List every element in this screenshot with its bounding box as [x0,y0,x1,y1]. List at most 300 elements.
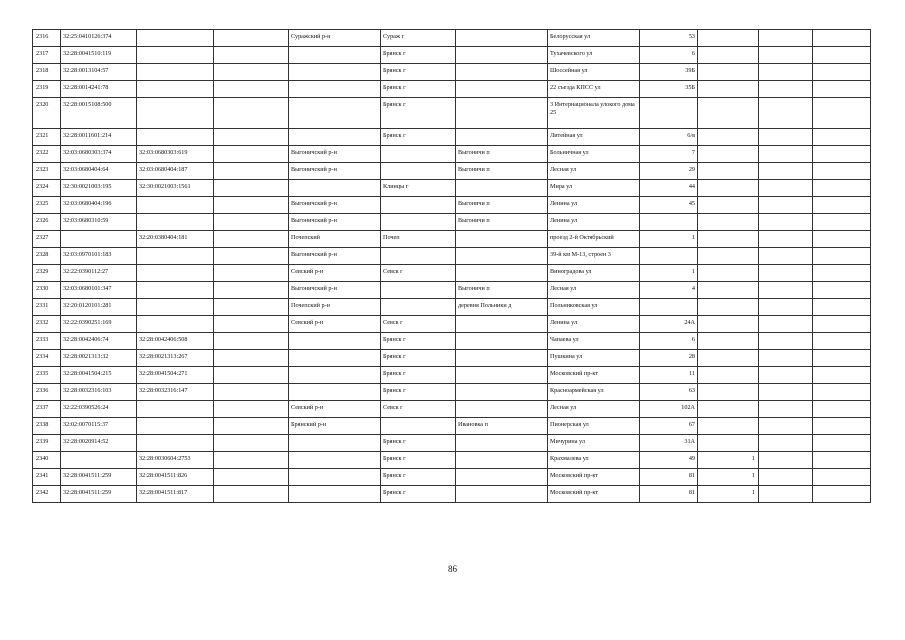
trailing-cell [813,146,871,163]
street-cell: Мичурина ул [548,435,640,452]
extra-cell [698,47,759,64]
settlement-cell: деревня Польники д [456,299,548,316]
blank-cell [214,248,289,265]
district-cell: Почепский р-н [289,299,381,316]
house-cell: 81 [640,486,698,503]
table-body [33,30,871,503]
cadastral-number-2: 32:28:0030604:2753 [137,452,214,469]
table-row [33,384,871,401]
trailing-cell [813,350,871,367]
house-cell: 28 [640,350,698,367]
extra-cell [698,384,759,401]
cadastral-number-2: 32:30:0021003:1561 [137,180,214,197]
district-cell [289,64,381,81]
cadastral-number [61,452,137,469]
settlement-cell: Выгоничи п [456,146,548,163]
extra-cell [698,367,759,384]
blank-cell [214,180,289,197]
city-cell: Брянск г [381,333,456,350]
district-cell: Почепский [289,231,381,248]
house-cell [640,214,698,231]
extra-cell [698,316,759,333]
city-cell: Брянск г [381,129,456,146]
street-cell: Московский пр-кт [548,469,640,486]
cadastral-number-2 [137,81,214,98]
extra-cell-2 [759,265,813,282]
settlement-cell [456,316,548,333]
settlement-cell [456,30,548,47]
city-cell [381,282,456,299]
blank-cell [214,316,289,333]
settlement-cell [456,81,548,98]
cadastral-number: 32:28:0032316:103 [61,384,137,401]
settlement-cell: Выгоничи п [456,163,548,180]
settlement-cell [456,350,548,367]
cadastral-number: 32:25:0410126:374 [61,30,137,47]
table-row [33,180,871,197]
house-cell: 35Б [640,81,698,98]
extra-cell-2 [759,333,813,350]
cadastral-number-2 [137,98,214,129]
district-cell [289,333,381,350]
district-cell: Севский р-н [289,265,381,282]
cadastral-number: 32:22:0390526:24 [61,401,137,418]
city-cell: Брянск г [381,98,456,129]
blank-cell [214,401,289,418]
city-cell: Брянск г [381,486,456,503]
extra-cell-2 [759,64,813,81]
house-cell: 4 [640,282,698,299]
cadastral-number-2 [137,129,214,146]
trailing-cell [813,214,871,231]
house-cell [640,248,698,265]
trailing-cell [813,248,871,265]
cadastral-number-2: 32:20:0380404:181 [137,231,214,248]
extra-cell-2 [759,469,813,486]
blank-cell [214,265,289,282]
row-number: 2319 [33,81,61,98]
extra-cell-2 [759,214,813,231]
extra-cell [698,282,759,299]
cadastral-number: 32:28:0041511:259 [61,486,137,503]
table-row [33,146,871,163]
city-cell: Севск г [381,265,456,282]
blank-cell [214,469,289,486]
street-cell: Пионерская ул [548,418,640,435]
extra-cell [698,401,759,418]
blank-cell [214,214,289,231]
extra-cell [698,129,759,146]
extra-cell [698,163,759,180]
settlement-cell [456,384,548,401]
row-number: 2318 [33,64,61,81]
district-cell [289,350,381,367]
table-row [33,367,871,384]
blank-cell [214,282,289,299]
settlement-cell: Выгоничи п [456,282,548,299]
trailing-cell [813,231,871,248]
row-number: 2320 [33,98,61,129]
street-cell: Лесная ул [548,282,640,299]
house-cell: 102А [640,401,698,418]
extra-cell-2 [759,47,813,64]
street-cell: Московский пр-кт [548,486,640,503]
blank-cell [214,299,289,316]
row-number: 2317 [33,47,61,64]
cadastral-number-2: 32:28:0042406:508 [137,333,214,350]
cadastral-number-2 [137,47,214,64]
cadastral-number: 32:03:0680404:196 [61,197,137,214]
settlement-cell [456,452,548,469]
extra-cell [698,265,759,282]
row-number: 2330 [33,282,61,299]
city-cell: Брянск г [381,47,456,64]
table-row [33,418,871,435]
house-cell: 39Б [640,64,698,81]
city-cell [381,146,456,163]
city-cell [381,214,456,231]
blank-cell [214,333,289,350]
row-number: 2329 [33,265,61,282]
cadastral-number: 32:28:0041511:259 [61,469,137,486]
trailing-cell [813,486,871,503]
extra-cell: 1 [698,469,759,486]
table-row [33,435,871,452]
cadastral-number: 32:03:0680310:59 [61,214,137,231]
house-cell: 7 [640,146,698,163]
extra-cell-2 [759,197,813,214]
blank-cell [214,384,289,401]
settlement-cell [456,469,548,486]
extra-cell [698,231,759,248]
cadastral-number: 32:30:0021003:195 [61,180,137,197]
cadastral-number: 32:03:0680101:347 [61,282,137,299]
settlement-cell: Выгоничи п [456,197,548,214]
city-cell: Брянск г [381,469,456,486]
street-cell: Ленина ул [548,214,640,231]
trailing-cell [813,316,871,333]
settlement-cell [456,265,548,282]
cadastral-number: 32:28:0041510:119 [61,47,137,64]
house-cell: 1 [640,231,698,248]
extra-cell [698,81,759,98]
table-row [33,98,871,129]
blank-cell [214,367,289,384]
table-row [33,299,871,316]
row-number: 2321 [33,129,61,146]
row-number: 2340 [33,452,61,469]
street-cell: Белорусская ул [548,30,640,47]
extra-cell-2 [759,299,813,316]
settlement-cell [456,98,548,129]
table-row [33,316,871,333]
district-cell: Выгоничский р-н [289,282,381,299]
extra-cell-2 [759,180,813,197]
cadastral-number: 32:22:0390251:169 [61,316,137,333]
table-row [33,214,871,231]
trailing-cell [813,418,871,435]
extra-cell-2 [759,282,813,299]
cadastral-number-2 [137,282,214,299]
district-cell [289,367,381,384]
settlement-cell [456,333,548,350]
property-register-table [32,29,871,503]
table-row [33,30,871,47]
blank-cell [214,81,289,98]
house-cell: 44 [640,180,698,197]
trailing-cell [813,452,871,469]
blank-cell [214,452,289,469]
trailing-cell [813,180,871,197]
district-cell [289,486,381,503]
blank-cell [214,435,289,452]
extra-cell-2 [759,401,813,418]
blank-cell [214,30,289,47]
table-row [33,469,871,486]
settlement-cell [456,129,548,146]
cadastral-number-2 [137,214,214,231]
cadastral-number: 32:28:0013104:57 [61,64,137,81]
street-cell: Тухачевского ул [548,47,640,64]
settlement-cell [456,248,548,265]
trailing-cell [813,282,871,299]
district-cell: Выгоничский р-н [289,146,381,163]
extra-cell-2 [759,163,813,180]
district-cell: Севский р-н [289,316,381,333]
cadastral-number-2 [137,401,214,418]
settlement-cell [456,367,548,384]
city-cell: Севск г [381,316,456,333]
row-number: 2323 [33,163,61,180]
settlement-cell [456,180,548,197]
cadastral-number: 32:22:0390112:27 [61,265,137,282]
page-number: 86 [448,564,457,574]
house-cell: 63 [640,384,698,401]
trailing-cell [813,64,871,81]
house-cell: 45 [640,197,698,214]
extra-cell-2 [759,367,813,384]
cadastral-number-2 [137,64,214,81]
trailing-cell [813,129,871,146]
street-cell: Польниковская ул [548,299,640,316]
blank-cell [214,98,289,129]
house-cell: 67 [640,418,698,435]
extra-cell: 1 [698,452,759,469]
cadastral-number-2 [137,248,214,265]
row-number: 2316 [33,30,61,47]
city-cell: Сураж г [381,30,456,47]
blank-cell [214,146,289,163]
house-cell: 6 [640,47,698,64]
row-number: 2325 [33,197,61,214]
settlement-cell [456,231,548,248]
table-row [33,333,871,350]
street-cell: Лесная ул [548,163,640,180]
house-cell [640,98,698,129]
trailing-cell [813,401,871,418]
extra-cell-2 [759,452,813,469]
table-row [33,47,871,64]
settlement-cell: Ивановка п [456,418,548,435]
blank-cell [214,197,289,214]
house-cell: 6 [640,333,698,350]
table-row [33,163,871,180]
house-cell: 53 [640,30,698,47]
extra-cell [698,435,759,452]
district-cell [289,129,381,146]
table-row [33,129,871,146]
table-row [33,81,871,98]
city-cell [381,197,456,214]
street-cell: Чапаева ул [548,333,640,350]
cadastral-number: 32:28:0042406:74 [61,333,137,350]
cadastral-number-2: 32:03:0680404:187 [137,163,214,180]
blank-cell [214,47,289,64]
row-number: 2324 [33,180,61,197]
row-number: 2341 [33,469,61,486]
house-cell: 49 [640,452,698,469]
street-cell: Шоссейная ул [548,64,640,81]
cadastral-number-2: 32:28:0041511:817 [137,486,214,503]
trailing-cell [813,30,871,47]
cadastral-number: 32:03:0680303:374 [61,146,137,163]
cadastral-number-2: 32:03:0680303:619 [137,146,214,163]
table-row [33,486,871,503]
city-cell: Почеп [381,231,456,248]
cadastral-number: 32:28:0014241:78 [61,81,137,98]
street-cell: Крахмалева ул [548,452,640,469]
table-row [33,452,871,469]
city-cell: Брянск г [381,452,456,469]
district-cell [289,384,381,401]
extra-cell-2 [759,384,813,401]
street-cell: 39-й км М-13, строен 3 [548,248,640,265]
row-number: 2337 [33,401,61,418]
extra-cell-2 [759,486,813,503]
cadastral-number: 32:20:0120101:281 [61,299,137,316]
cadastral-number: 32:02:0070115:37 [61,418,137,435]
cadastral-number-2 [137,299,214,316]
blank-cell [214,418,289,435]
extra-cell [698,333,759,350]
trailing-cell [813,435,871,452]
settlement-cell [456,47,548,64]
extra-cell [698,98,759,129]
extra-cell-2 [759,129,813,146]
cadastral-number-2 [137,418,214,435]
street-cell: Пушкина ул [548,350,640,367]
settlement-cell: Выгоничи п [456,214,548,231]
row-number: 2332 [33,316,61,333]
extra-cell [698,248,759,265]
trailing-cell [813,163,871,180]
settlement-cell [456,486,548,503]
city-cell [381,163,456,180]
district-cell: Выгоничский р-н [289,163,381,180]
cadastral-number-2 [137,197,214,214]
cadastral-number-2: 32:28:0041511:826 [137,469,214,486]
trailing-cell [813,265,871,282]
extra-cell: 1 [698,486,759,503]
row-number: 2331 [33,299,61,316]
extra-cell [698,180,759,197]
extra-cell-2 [759,231,813,248]
row-number: 2342 [33,486,61,503]
cadastral-number-2: 32:28:0041504:271 [137,367,214,384]
city-cell [381,299,456,316]
street-cell: Ленина ул [548,197,640,214]
trailing-cell [813,384,871,401]
extra-cell [698,418,759,435]
extra-cell [698,197,759,214]
city-cell: Брянск г [381,81,456,98]
extra-cell-2 [759,435,813,452]
street-cell: Литейная ул [548,129,640,146]
district-cell: Выгоничский р-н [289,248,381,265]
city-cell: Клинцы г [381,180,456,197]
extra-cell-2 [759,98,813,129]
house-cell: 1 [640,265,698,282]
cadastral-number: 32:28:0020914:52 [61,435,137,452]
settlement-cell [456,64,548,81]
trailing-cell [813,367,871,384]
street-cell: Лесная ул [548,401,640,418]
house-cell: 6/в [640,129,698,146]
row-number: 2334 [33,350,61,367]
table-row [33,265,871,282]
blank-cell [214,231,289,248]
district-cell: Суражский р-н [289,30,381,47]
district-cell [289,452,381,469]
cadastral-number-2: 32:28:0032316:147 [137,384,214,401]
district-cell [289,435,381,452]
cadastral-number [61,231,137,248]
blank-cell [214,64,289,81]
row-number: 2328 [33,248,61,265]
extra-cell-2 [759,248,813,265]
blank-cell [214,486,289,503]
extra-cell [698,146,759,163]
extra-cell-2 [759,350,813,367]
district-cell [289,47,381,64]
city-cell: Севск г [381,401,456,418]
cadastral-number-2 [137,435,214,452]
extra-cell-2 [759,418,813,435]
row-number: 2336 [33,384,61,401]
table-row [33,64,871,81]
street-cell: Ленина ул [548,316,640,333]
city-cell: Брянск г [381,64,456,81]
street-cell: Красноармейская ул [548,384,640,401]
city-cell: Брянск г [381,350,456,367]
trailing-cell [813,333,871,350]
table-row [33,282,871,299]
extra-cell-2 [759,146,813,163]
house-cell: 31А [640,435,698,452]
row-number: 2326 [33,214,61,231]
table-row [33,401,871,418]
house-cell: 81 [640,469,698,486]
trailing-cell [813,81,871,98]
cadastral-number-2 [137,265,214,282]
city-cell: Брянск г [381,384,456,401]
district-cell: Брянский р-н [289,418,381,435]
extra-cell-2 [759,81,813,98]
table-row [33,350,871,367]
street-cell: Московский пр-кт [548,367,640,384]
row-number: 2335 [33,367,61,384]
table-row [33,248,871,265]
